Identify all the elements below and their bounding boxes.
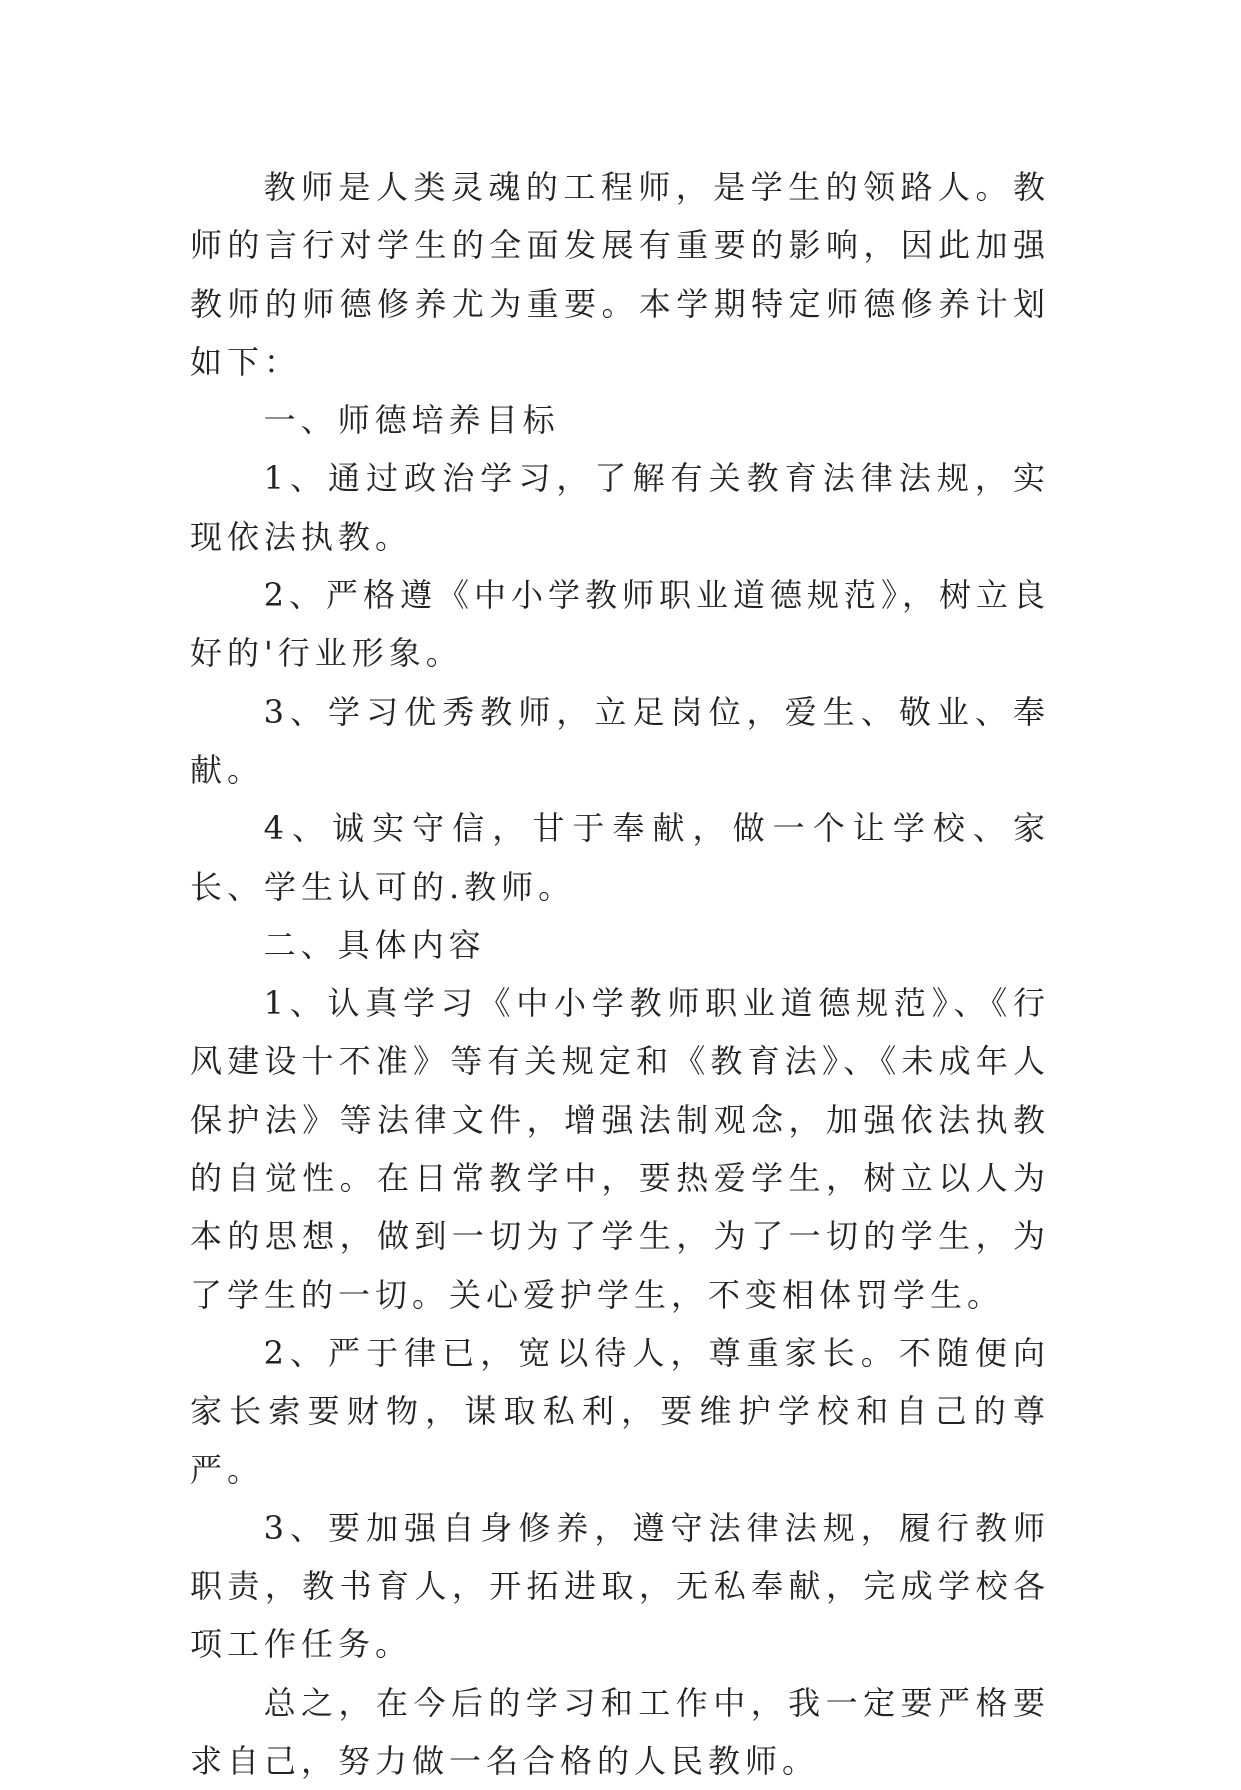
document-body	[190, 158, 1050, 1790]
section-heading-content: 二、具体内容	[263, 925, 486, 964]
section-heading-goals: 一、师德培养目标	[263, 401, 560, 440]
paragraph-goal-2: 2、严格遵《中小学教师职业道德规范》，树立良好的'行业形象。	[190, 576, 1050, 673]
paragraph-content-1: 1、认真学习《中小学教师职业道德规范》、《行风建设十不准》等有关规定和《教育法》、《未成年人保护法》等法律文件，增强法制观念，加强依法执教的自觉性。在日常教学中，要热爱学生，树立以人为本的思想，做到一切为了学生，为了一切的学生，为了学生的一切。关心爱护学生，不变相体罚学生。	[190, 984, 1050, 1314]
paragraph-goal-1: 1、通过政治学习，了解有关教育法律法规，实现依法执教。	[190, 459, 1050, 556]
paragraph-intro: 教师是人类灵魂的工程师，是学生的领路人。教师的言行对学生的全面发展有重要的影响，因此加强教师的师德修养尤为重要。本学期特定师德修养计划如下：	[190, 168, 1050, 381]
paragraph-goal-3: 3、学习优秀教师，立足岗位，爱生、敬业、奉献。	[190, 692, 1050, 789]
paragraph-goal-4: 4、诚实守信，甘于奉献，做一个让学校、家长、学生认可的.教师。	[190, 809, 1050, 906]
paragraph-content-2: 2、严于律已，宽以待人，尊重家长。不随便向家长索要财物，谋取私利，要维护学校和自己的尊严。	[190, 1333, 1050, 1489]
paragraph-conclusion: 总之，在今后的学习和工作中，我一定要严格要求自己，努力做一名合格的人民教师。	[190, 1683, 1050, 1781]
paragraph-content-3: 3、要加强自身修养，遵守法律法规，履行教师职责，教书育人，开拓进取，无私奉献，完成学校各项工作任务。	[190, 1508, 1050, 1664]
